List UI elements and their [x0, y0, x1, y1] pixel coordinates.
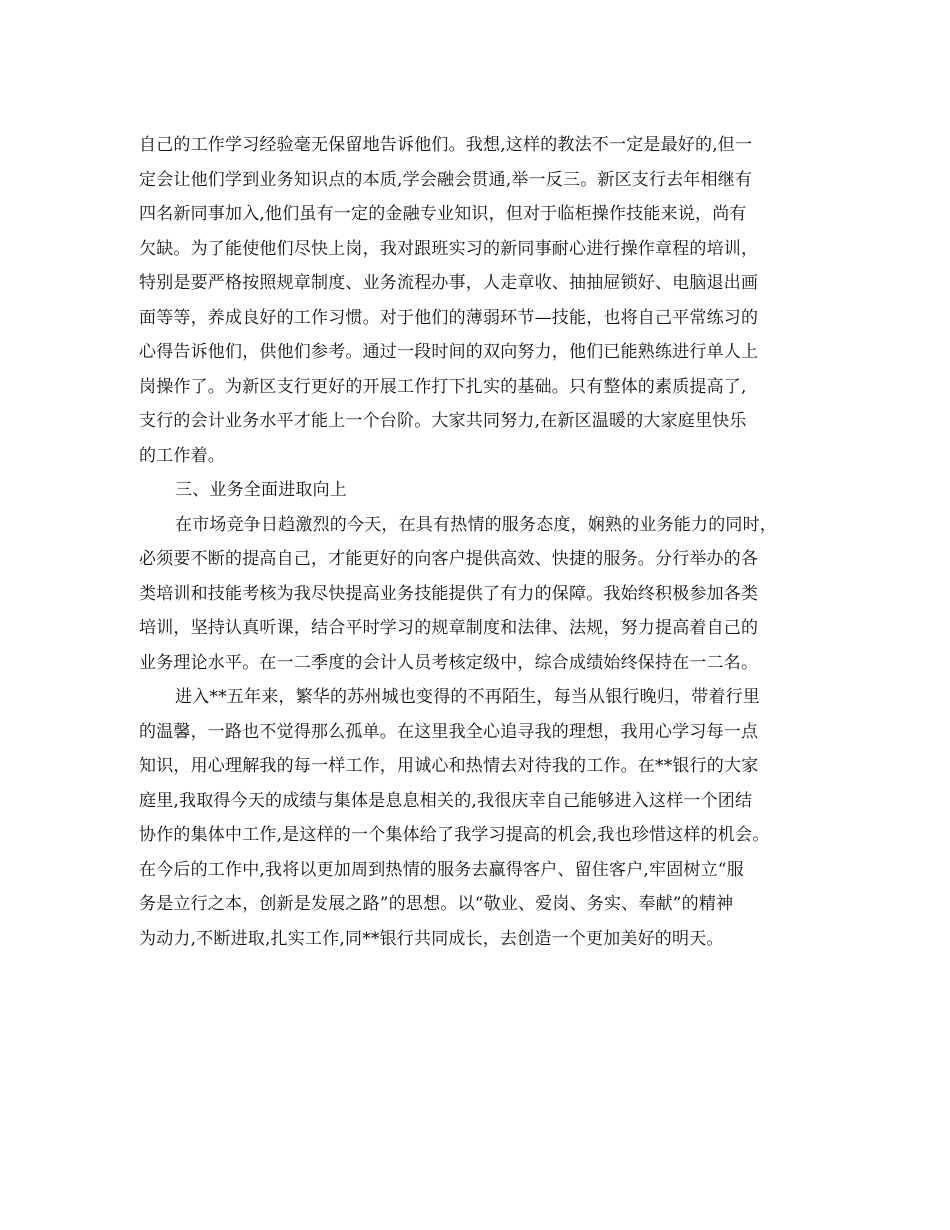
text-line: 特别是要严格按照规章制度、业务流程办事，人走章收、抽抽屉锁好、电脑退出画	[139, 273, 759, 293]
text-line: 庭里,我取得今天的成绩与集体是息息相关的,我很庆幸自己能够进入这样一个团结	[139, 790, 753, 811]
text-line: 为动力,不断进取,扎实工作,同**银行共同成长，去创造一个更加美好的明天。	[139, 928, 724, 949]
text-line: 四名新同事加入,他们虽有一定的金融专业知识，但对于临柜操作技能来说，尚有	[139, 204, 747, 224]
text-line: 类培训和技能考核为我尽快提高业务技能提供了有力的保障。我始终积极参加各类	[139, 583, 759, 604]
text-line: 培训，坚持认真听课，结合平时学习的规章制度和法律、法规，努力提高着自己的	[139, 618, 759, 638]
text-line: 面等等，养成良好的工作习惯。对于他们的薄弱环节—技能，也将自己平常练习的	[139, 307, 759, 328]
text-line: 定会让他们学到业务知识点的本质,学会融会贯通,举一反三。新区支行去年相继有	[139, 169, 753, 190]
text-line: 必须要不断的提高自己，才能更好的向客户提供高效、快捷的服务。分行举办的各	[139, 549, 759, 569]
text-line: 协作的集体中工作,是这样的一个集体给了我学习提高的机会,我也珍惜这样的机会。	[139, 825, 770, 845]
text-line: 进入**五年来，繁华的苏州城也变得的不再陌生，每当从银行晚归，带着行里	[175, 687, 760, 707]
text-line: 支行的会计业务水平才能上一个台阶。大家共同努力,在新区温暖的大家庭里快乐	[139, 411, 747, 431]
section-heading: 三、业务全面进取向上	[175, 480, 347, 500]
text-line: 欠缺。为了能使他们尽快上岗，我对跟班实习的新同事耐心进行操作章程的培训，	[139, 238, 759, 259]
body-text	[139, 128, 819, 956]
text-line: 业务理论水平。在一二季度的会计人员考核定级中，综合成绩始终保持在一二名。	[139, 652, 759, 673]
text-line: 务是立行之本，创新是发展之路”的思想。以“敬业、爱岗、务实、奉献”的精神	[139, 894, 734, 914]
text-line: 岗操作了。为新区支行更好的开展工作打下扎实的基础。只有整体的素质提高了,	[139, 376, 747, 397]
text-line: 心得告诉他们，供他们参考。通过一段时间的双向努力，他们已能熟练进行单人上	[139, 342, 759, 362]
text-line: 在今后的工作中,我将以更加周到热情的服务去赢得客户、留住客户,牢固树立“服	[139, 859, 744, 880]
text-line: 知识，用心理解我的每一样工作，用诚心和热情去对待我的工作。在**银行的大家	[139, 756, 759, 776]
text-line: 自己的工作学习经验毫无保留地告诉他们。我想,这样的教法不一定是最好的,但一	[139, 135, 753, 155]
text-line: 的温馨，一路也不觉得那么孤单。在这里我全心追寻我的理想，我用心学习每一点	[139, 721, 759, 742]
text-line: 在市场竞争日趋激烈的今天，在具有热情的服务态度，娴熟的业务能力的同时，	[175, 514, 777, 535]
text-line: 的工作着。	[139, 445, 225, 466]
